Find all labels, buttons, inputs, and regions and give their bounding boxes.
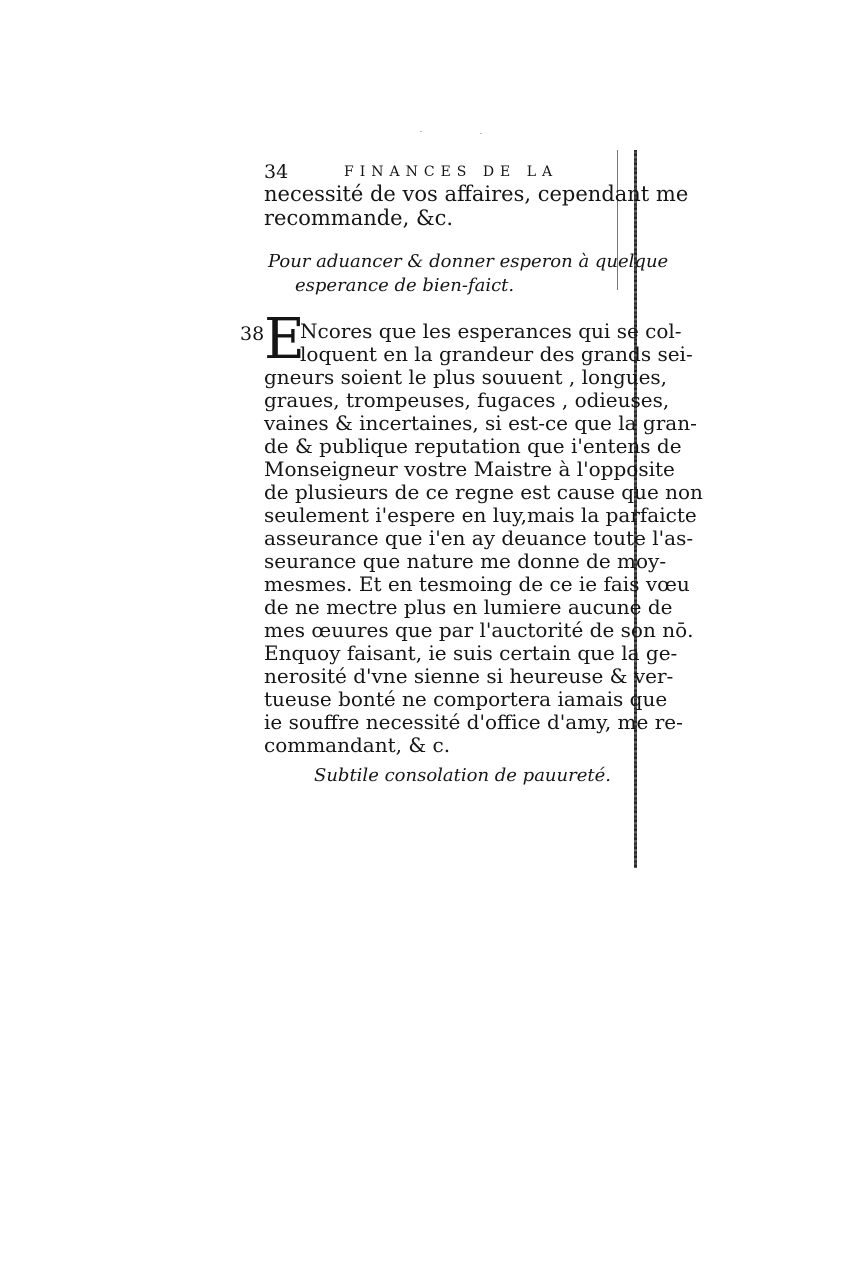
paragraph-line: Monseigneur vostre Maistre à l'opposite — [264, 457, 675, 481]
paragraph-line: gneurs soient le plus souuent , longues, — [264, 365, 668, 389]
section-heading-line-2: esperance de bien-faict. — [295, 275, 515, 296]
paragraph-number: 38 — [240, 323, 265, 345]
paragraph-line: asseurance que i'en ay deuance toute l'as- — [264, 526, 694, 550]
section-heading-2: Subtile consolation de pauureté. — [314, 765, 611, 786]
paper-speck — [480, 133, 482, 134]
carryover-line-1: necessité de vos affaires, cependant me — [264, 182, 689, 206]
page-number: 34 — [264, 161, 289, 183]
paragraph-line: tueuse bonté ne comportera iamais que — [264, 687, 668, 711]
paper-speck — [420, 131, 422, 132]
paragraph-line: de ne mectre plus en lumiere aucune de — [264, 595, 673, 619]
paragraph-line: nerosité d'vne sienne si heureuse & ver- — [264, 664, 674, 688]
page-header — [264, 160, 609, 184]
paragraph-line: commandant, & c. — [264, 733, 451, 757]
paragraph-line: Enquoy faisant, ie suis certain que la ge- — [264, 641, 678, 665]
carryover-line-2: recommande, &c. — [264, 206, 454, 230]
paragraph-second-line: loquent en la grandeur des grands sei- — [300, 342, 693, 366]
drop-cap: E — [264, 307, 305, 372]
paragraph-line: seurance que nature me donne de moy- — [264, 549, 667, 573]
paragraph-line: de & publique reputation que i'entens de — [264, 434, 682, 458]
paragraph-line: mesmes. Et en tesmoing de ce ie fais vœu — [264, 572, 690, 596]
paragraph-first-line: Ncores que les esperances qui se col- — [300, 319, 682, 343]
paragraph-line: vaines & incertaines, si est-ce que la gran- — [264, 411, 697, 435]
paragraph-line: ie souffre necessité d'office d'amy, me re- — [264, 710, 683, 734]
paragraph-line: de plusieurs de ce regne est cause que non — [264, 480, 703, 504]
running-title: FINANCES DE LA — [344, 164, 559, 180]
section-heading-line-1: Pour aduancer & donner esperon à quelque — [268, 251, 669, 272]
paragraph-line: graues, trompeuses, fugaces , odieuses, — [264, 388, 670, 412]
paragraph-line: seulement i'espere en luy,mais la parfaicte — [264, 503, 697, 527]
paragraph-line: mes œuures que par l'auctorité de son nō. — [264, 618, 694, 642]
